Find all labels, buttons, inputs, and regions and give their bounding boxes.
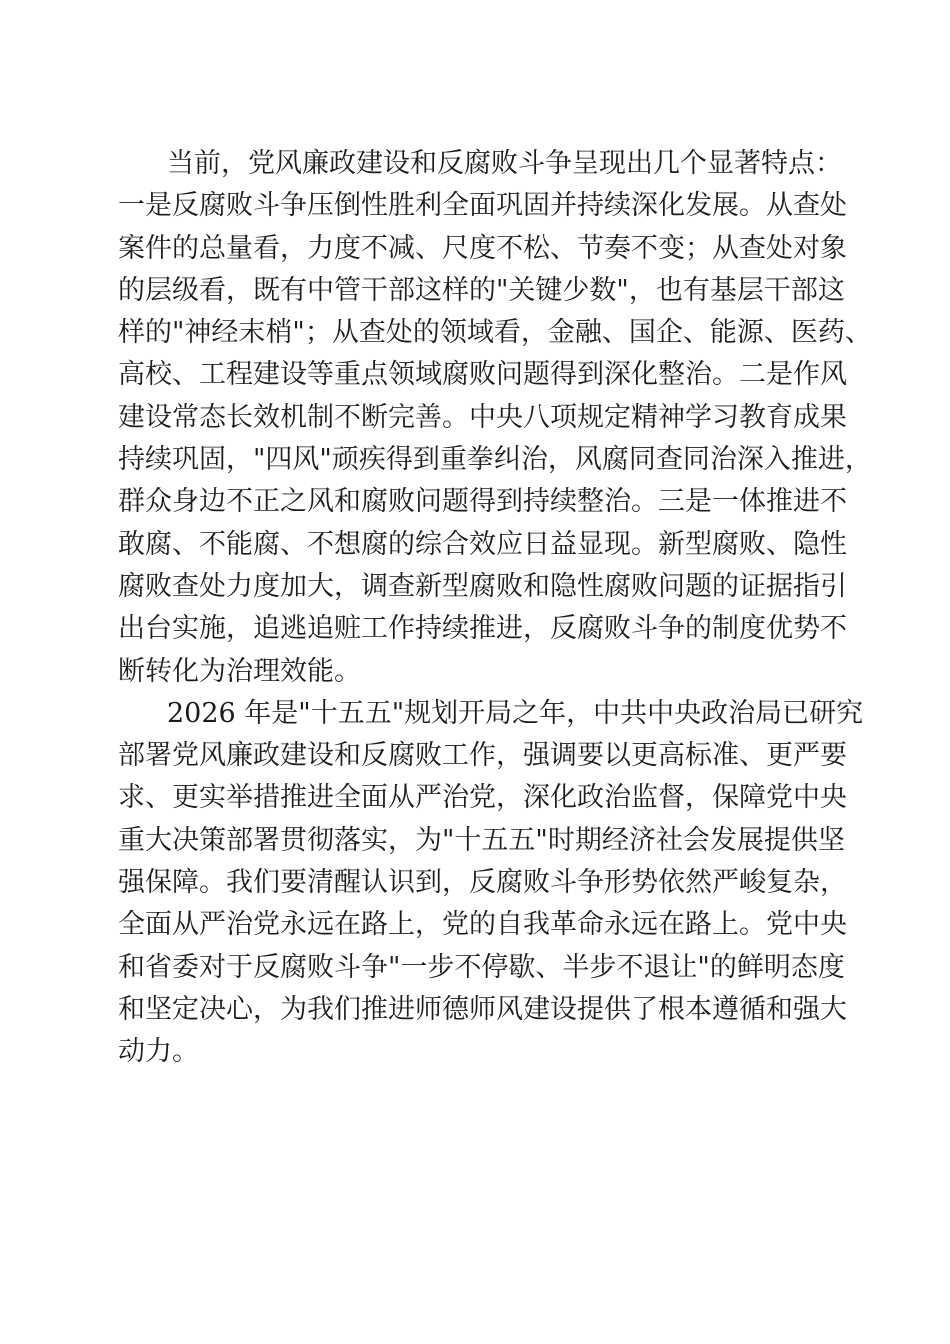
paragraph-line: 敢腐、不能腐、不想腐的综合效应日益显现。新型腐败、隐性 — [118, 528, 847, 560]
paragraph-line: 当前，党风廉政建设和反腐败斗争呈现出几个显著特点： — [167, 148, 842, 179]
paragraph-line: 和坚定决心，为我们推进师德师风建设提供了根本遵循和强大 — [118, 993, 847, 1025]
paragraph-line: 求、更实举措推进全面从严治党，深化政治监督，保障党中央 — [118, 782, 847, 814]
paragraph-line: 动力。 — [118, 1036, 199, 1068]
paragraph-line: 腐败查处力度加大，调查新型腐败和隐性腐败问题的证据指引 — [118, 570, 847, 602]
paragraph-line: 群众身边不正之风和腐败问题得到持续整治。三是一体推进不 — [118, 486, 847, 518]
paragraph-line: 样的"神经末梢"；从查处的领域看，金融、国企、能源、医药、 — [118, 317, 872, 349]
paragraph-line: 部署党风廉政建设和反腐败工作，强调要以更高标准、更严要 — [118, 740, 847, 772]
paragraph-line: 断转化为治理效能。 — [118, 655, 361, 687]
document-body — [118, 143, 872, 1074]
paragraph-1 — [118, 143, 872, 693]
paragraph-line: 强保障。我们要清醒认识到，反腐败斗争形势依然严峻复杂， — [118, 867, 847, 899]
paragraph-line: 持续巩固，"四风"顽疾得到重拳纠治，风腐同查同治深入推进， — [118, 444, 872, 476]
paragraph-line: 高校、工程建设等重点领域腐败问题得到深化整治。二是作风 — [118, 359, 847, 391]
paragraph-line: 重大决策部署贯彻落实，为"十五五"时期经济社会发展提供坚 — [118, 824, 845, 856]
paragraph-line: 一是反腐败斗争压倒性胜利全面巩固并持续深化发展。从查处 — [118, 190, 847, 222]
paragraph-line: 案件的总量看，力度不减、尺度不松、节奏不变；从查处对象 — [118, 232, 847, 264]
paragraph-line: 2026 年是"十五五"规划开局之年，中共中央政治局已研究 — [167, 697, 864, 729]
paragraph-line: 建设常态长效机制不断完善。中央八项规定精神学习教育成果 — [118, 401, 847, 433]
paragraph-line: 全面从严治党永远在路上，党的自我革命永远在路上。党中央 — [118, 909, 847, 941]
paragraph-line: 出台实施，追逃追赃工作持续推进，反腐败斗争的制度优势不 — [118, 613, 847, 645]
paragraph-line: 和省委对于反腐败斗争"一步不停歇、半步不退让"的鲜明态度 — [118, 951, 845, 983]
paragraph-line: 的层级看，既有中管干部这样的"关键少数"，也有基层干部这 — [118, 274, 845, 306]
paragraph-2 — [118, 693, 864, 1074]
